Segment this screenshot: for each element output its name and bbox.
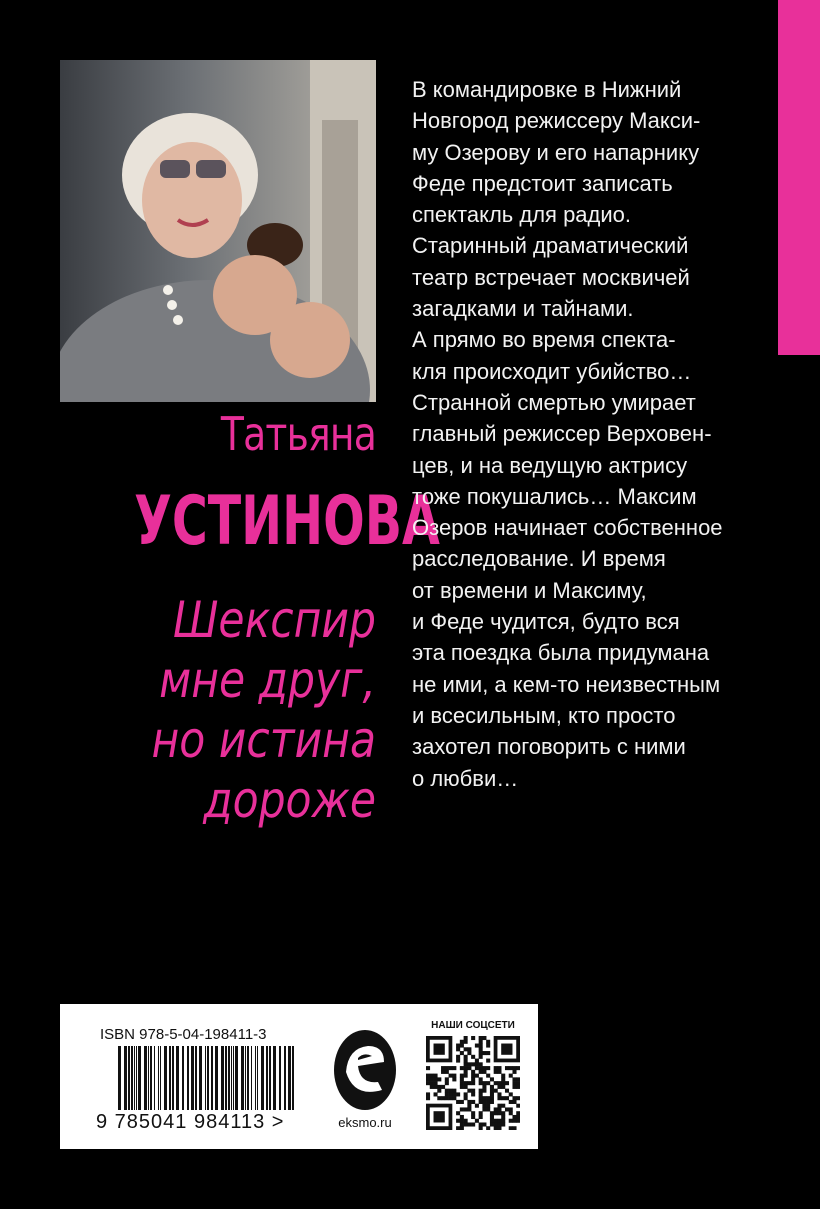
blurb-line: цев, и на ведущую актрису — [412, 452, 688, 478]
blurb-line: от времени и Максиму, — [412, 577, 647, 603]
publisher-site: eksmo.ru — [338, 1115, 392, 1130]
isbn-panel — [60, 1004, 538, 1149]
blurb-line: главный режиссер Верховен- — [412, 421, 712, 447]
author-last-name: УСТИНОВА — [134, 482, 440, 561]
blurb-line: кля происходит убийство… — [412, 358, 692, 384]
title-line: Шекспир — [172, 591, 376, 649]
blurb-text — [412, 74, 772, 794]
pink-accent-bar — [778, 0, 820, 355]
blurb-line: и всесильным, кто просто — [412, 702, 676, 728]
blurb-line: театр встречает москвичей — [412, 264, 690, 290]
blurb-line: эта поездка была придумана — [412, 640, 710, 666]
blurb-line: Новгород режиссеру Макси- — [412, 108, 701, 134]
author-first-name: Татьяна — [220, 407, 376, 461]
blurb-line: Старинный драматический — [412, 233, 689, 259]
blurb-line: В командировке в Нижний — [412, 77, 682, 102]
blurb-line: Странной смертью умирает — [412, 389, 696, 415]
blurb-line: Феде предстоит записать — [412, 170, 673, 196]
blurb-line: и Феде чудится, будто вся — [412, 609, 680, 635]
social-label: НАШИ СОЦСЕТИ — [431, 1020, 515, 1031]
title-line: мне друг, — [159, 651, 376, 709]
blurb-line: му Озерову и его напарнику — [412, 139, 700, 165]
blurb-line: захотел поговорить с ними — [412, 734, 686, 760]
barcode-digits: 9 785041 984113 > — [96, 1111, 285, 1133]
isbn-label: ISBN 978-5-04-198411-3 — [100, 1026, 267, 1043]
blurb-line: Озеров начинает собственное — [412, 515, 723, 541]
eksmo-logo-icon — [332, 1028, 398, 1112]
blurb-line: спектакль для радио. — [412, 202, 632, 228]
blurb-line: тоже покушались… Максим — [412, 483, 697, 509]
blurb-line: о любви… — [412, 765, 519, 791]
blurb-line: не ими, а кем-то неизвестным — [412, 671, 721, 697]
blurb-line: А прямо во время спекта- — [412, 327, 676, 353]
title-line: но истина — [151, 711, 376, 769]
title-line: дороже — [203, 771, 376, 829]
author-photo — [60, 60, 376, 402]
barcode — [116, 1046, 298, 1110]
qr-code-icon — [426, 1036, 520, 1130]
blurb-line: загадками и тайнами. — [412, 296, 634, 322]
blurb-line: расследование. И время — [412, 546, 666, 572]
book-title — [100, 590, 376, 830]
